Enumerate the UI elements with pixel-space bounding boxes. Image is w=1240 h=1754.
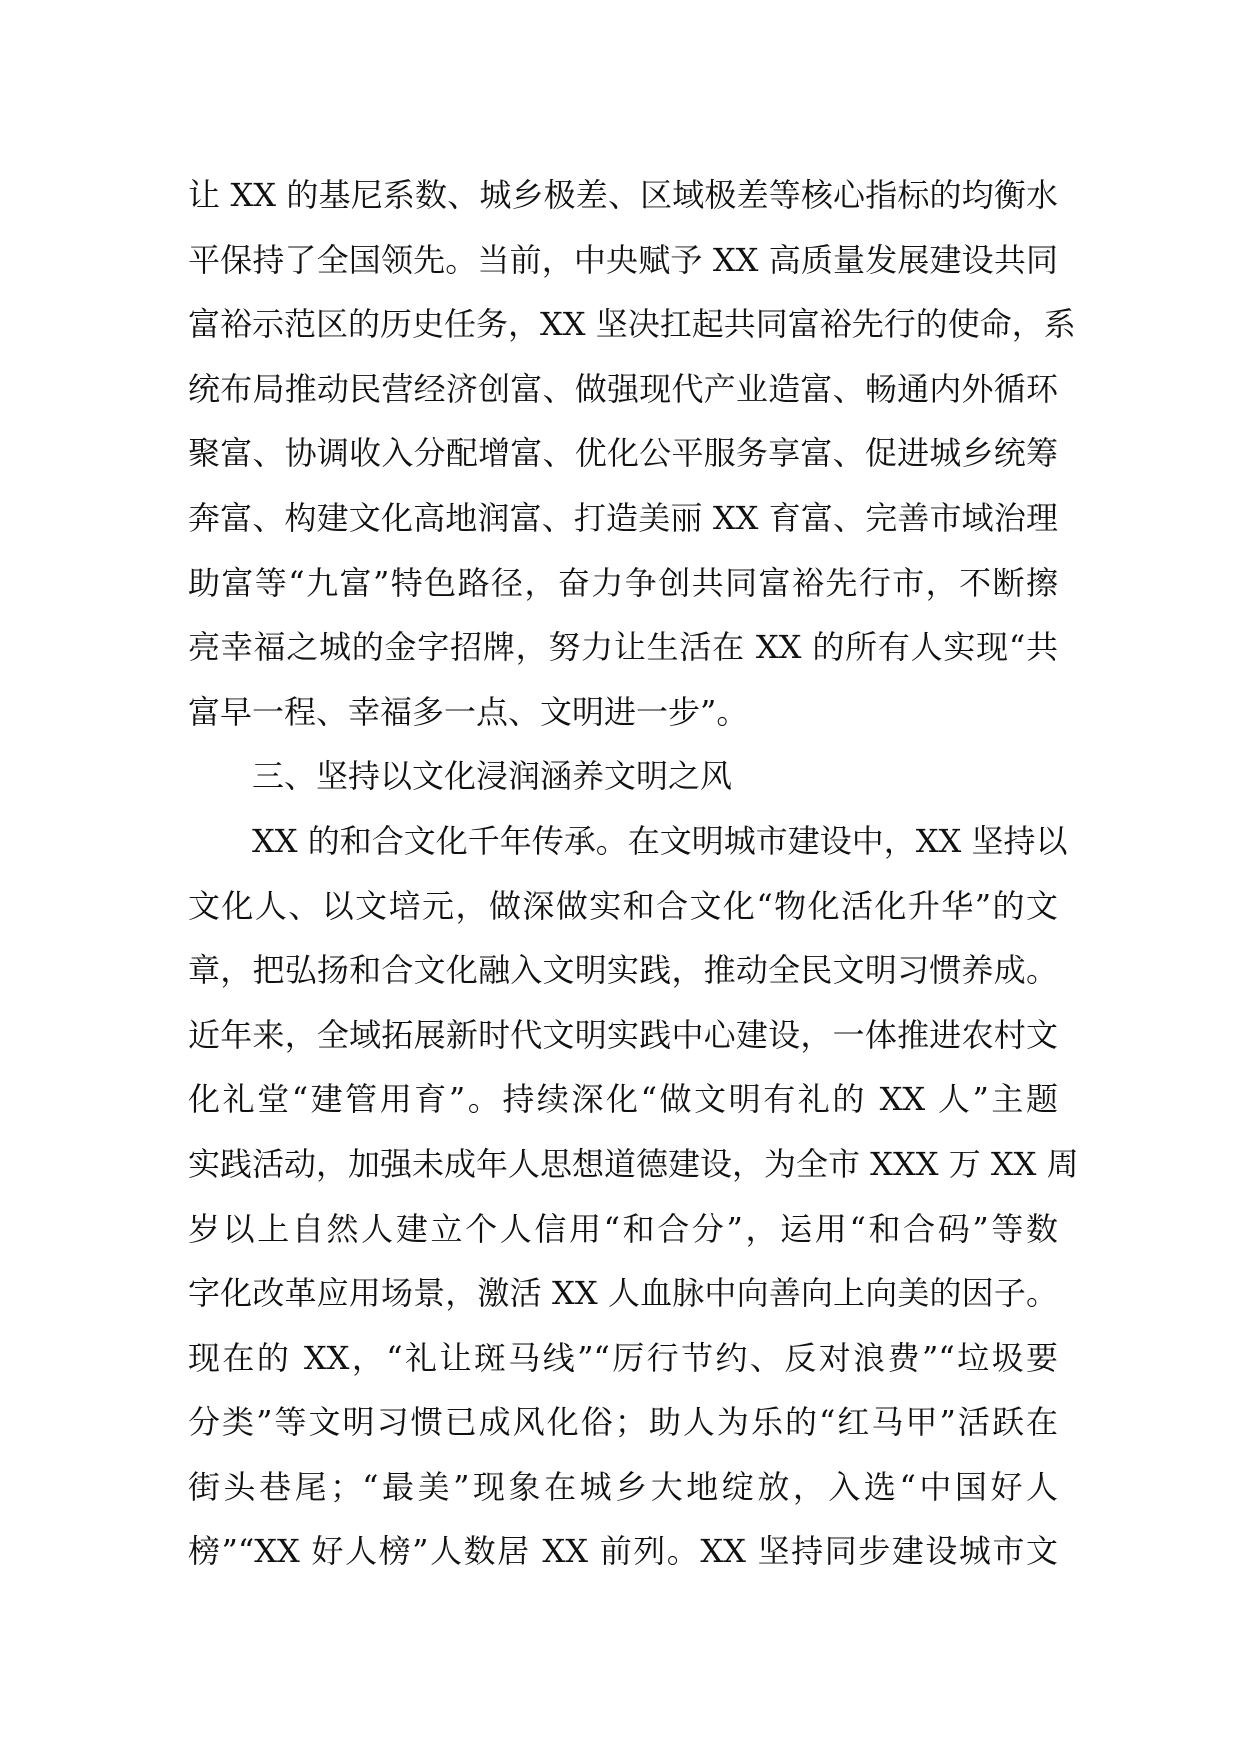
text-line: 现在的 XX，“礼让斑马线”“厉行节约、反对浪费”“垃圾要 <box>188 1338 1058 1377</box>
text-line: 亮幸福之城的金字招牌，努力让生活在 XX 的所有人实现“共 <box>188 628 1058 667</box>
text-line: 岁以上自然人建立个人信用“和合分”，运用“和合码”等数 <box>188 1209 1058 1248</box>
text-line: 实践活动，加强未成年人思想道德建设，为全市 XXX 万 XX 周 <box>188 1144 1079 1183</box>
text-line: 分类”等文明习惯已成风化俗；助人为乐的“红马甲”活跃在 <box>188 1403 1058 1442</box>
text-line: 让 XX 的基尼系数、城乡极差、区域极差等核心指标的均衡水 <box>188 176 1058 214</box>
text-line: 文化人、以文培元，做深做实和合文化“物化活化升华”的文 <box>188 886 1058 925</box>
text-line: 富裕示范区的历史任务，XX 坚决扛起共同富裕先行的使命，系 <box>188 305 1076 344</box>
text-line: 街头巷尾；“最美”现象在城乡大地绽放，入选“中国好人 <box>188 1467 1058 1506</box>
text-line: 统布局推动民营经济创富、做强现代产业造富、畅通内外循环 <box>188 369 1058 408</box>
text-line: 近年来，全域拓展新时代文明实践中心建设，一体推进农村文 <box>188 1015 1058 1054</box>
section-heading: 三、坚持以文化浸润涵养文明之风 <box>252 757 733 796</box>
text-line: XX 的和合文化千年传承。在文明城市建设中，XX 坚持以 <box>252 821 1068 860</box>
text-line: 富早一程、幸福多一点、文明进一步”。 <box>188 692 749 731</box>
text-line: 聚富、协调收入分配增富、优化公平服务享富、促进城乡统筹 <box>188 434 1058 473</box>
text-line: 榜”“XX 好人榜”人数居 XX 前列。XX 坚持同步建设城市文 <box>188 1532 1058 1571</box>
text-line: 平保持了全国领先。当前，中央赋予 XX 高质量发展建设共同 <box>188 240 1058 279</box>
text-line: 助富等“九富”特色路径，奋力争创共同富裕先行市，不断擦 <box>188 563 1058 602</box>
text-line: 字化改革应用场景，激活 XX 人血脉中向善向上向美的因子。 <box>188 1274 1058 1313</box>
text-line: 奔富、构建文化高地润富、打造美丽 XX 育富、完善市域治理 <box>188 498 1058 537</box>
text-line: 化礼堂“建管用育”。持续深化“做文明有礼的 XX 人”主题 <box>188 1080 1058 1119</box>
body-text <box>188 163 1079 1584</box>
text-line: 章，把弘扬和合文化融入文明实践，推动全民文明习惯养成。 <box>188 951 1058 990</box>
